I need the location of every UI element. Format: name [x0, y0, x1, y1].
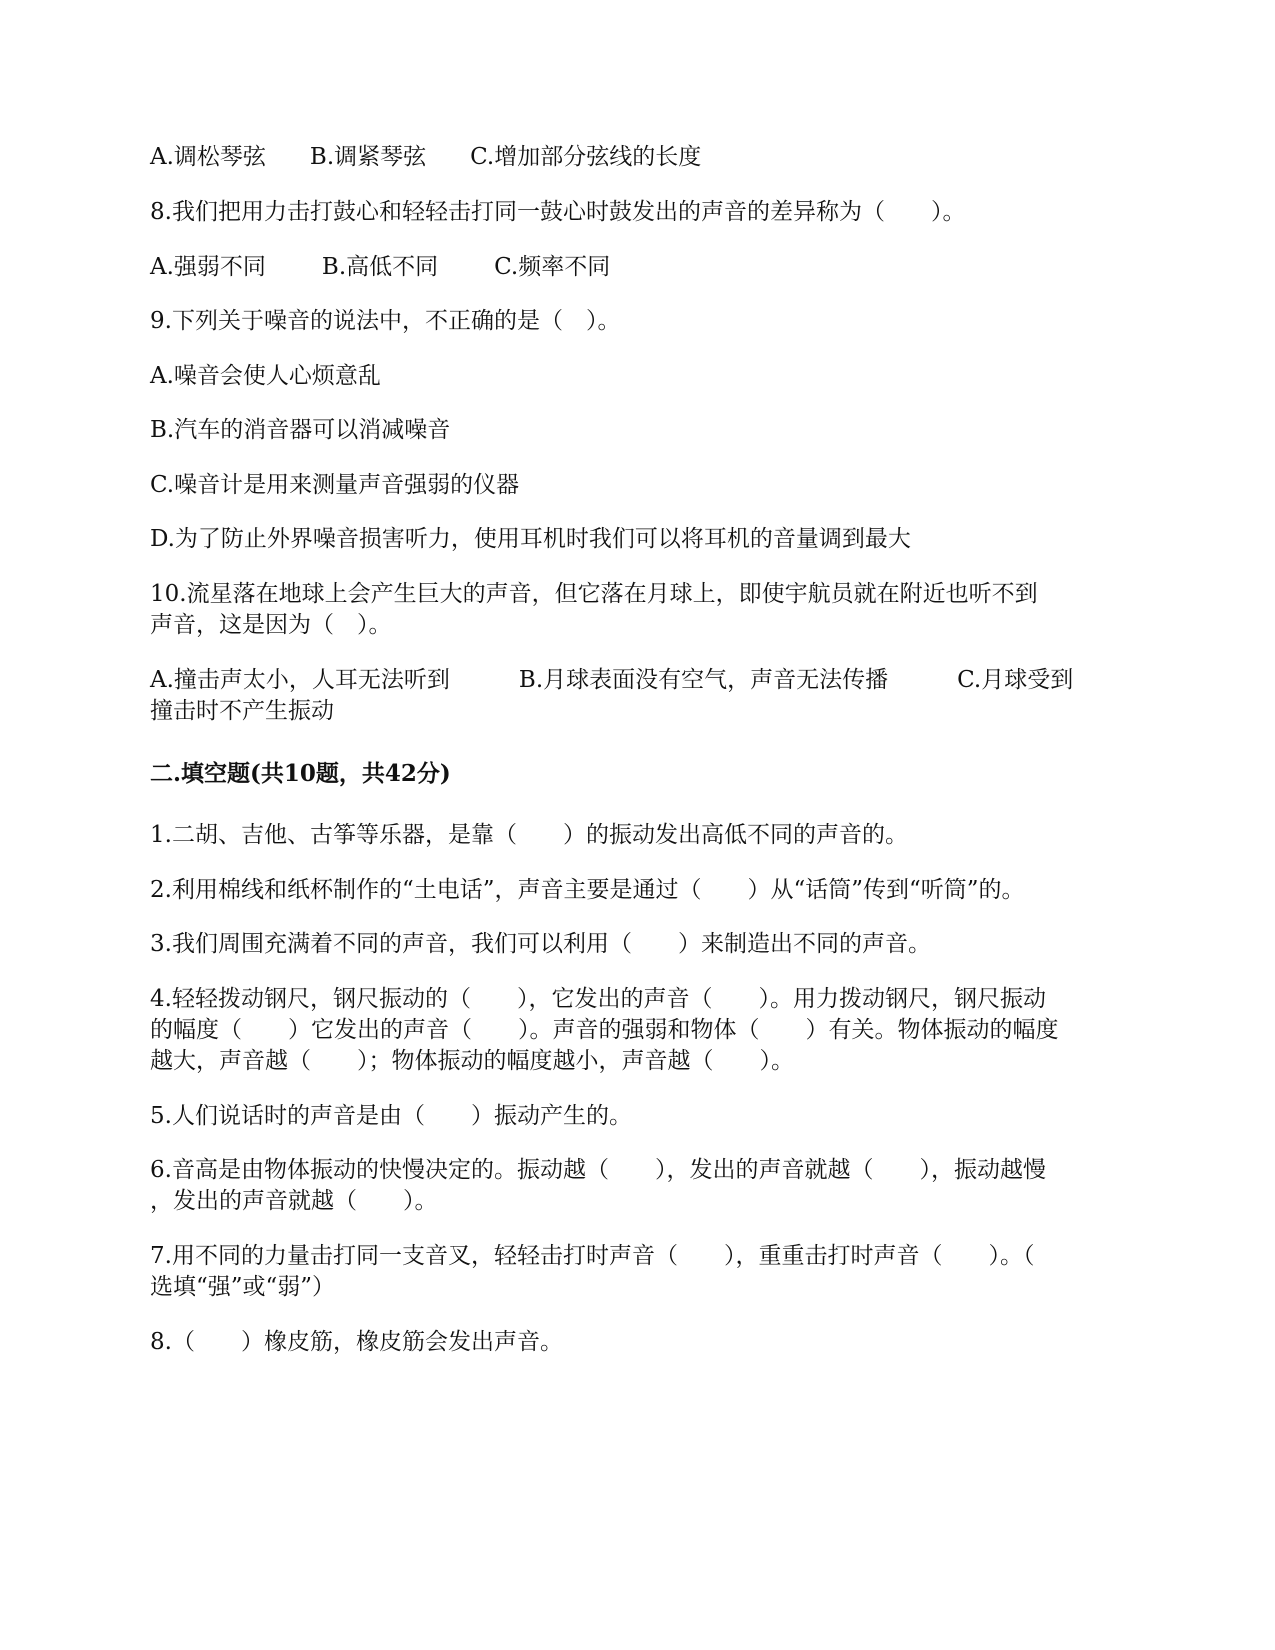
- q9-stem: 9.下列关于噪音的说法中，不正确的是（ ）。: [150, 308, 621, 334]
- q8-stem: 8.我们把用力击打鼓心和轻轻击打同一鼓心时鼓发出的声音的差异称为（ ）。: [150, 199, 966, 225]
- q8-options-row: [150, 252, 1120, 283]
- q9-option-d: D.为了防止外界噪音损害听力，使用耳机时我们可以将耳机的音量调到最大: [150, 526, 911, 552]
- q10-stem-line1: 10.流星落在地球上会产生巨大的声音，但它落在月球上，即使宇航员就在附近也听不到: [150, 581, 1038, 607]
- q9-option-a: A.噪音会使人心烦意乱: [150, 363, 381, 389]
- q7-option-b: B.调紧琴弦: [309, 144, 427, 170]
- q8-option-c: C.频率不同: [494, 254, 611, 280]
- q10-options-line2: 撞击时不产生振动: [150, 698, 334, 724]
- fill-question-4-line3: 越大，声音越（ ）；物体振动的幅度越小，声音越（ ）。: [150, 1048, 794, 1074]
- fill-question-4-line1: 4.轻轻拨动钢尺，钢尺振动的（ ），它发出的声音（ ）。用力拨动钢尺，钢尺振动: [150, 986, 1046, 1012]
- q7-option-a: A.调松琴弦: [150, 144, 266, 170]
- fill-question-8: 8.（ ）橡皮筋，橡皮筋会发出声音。: [150, 1329, 563, 1355]
- q9-option-c: C.噪音计是用来测量声音强弱的仪器: [150, 472, 520, 498]
- fill-question-5: 5.人们说话时的声音是由（ ）振动产生的。: [150, 1103, 632, 1129]
- q10-options-line1: A.撞击声太小，人耳无法听到 B.月球表面没有空气，声音无法传播 C.月球受到: [150, 667, 1074, 693]
- fill-question-3: 3.我们周围充满着不同的声音，我们可以利用（ ）来制造出不同的声音。: [150, 931, 931, 957]
- fill-question-7-line2: 选填“强”或“弱”）: [150, 1274, 336, 1300]
- section-heading: 二.填空题(共10题，共42分): [150, 760, 451, 787]
- fill-question-6-line2: ，发出的声音就越（ ）。: [150, 1188, 438, 1214]
- q7-option-c: C.增加部分弦线的长度: [470, 144, 702, 170]
- q8-option-b: B.高低不同: [321, 254, 439, 280]
- q9-option-b: B.汽车的消音器可以消减噪音: [150, 417, 451, 443]
- q7-options-row: [150, 142, 1120, 173]
- fill-question-4-line2: 的幅度（ ）它发出的声音（ ）。声音的强弱和物体（ ）有关。物体振动的幅度: [150, 1017, 1059, 1043]
- q10-stem-line2: 声音，这是因为（ ）。: [150, 612, 392, 638]
- q8-option-a: A.强弱不同: [150, 254, 266, 280]
- fill-question-2: 2.利用棉线和纸杯制作的“土电话”，声音主要是通过（ ）从“话筒”传到“听筒”的。: [150, 877, 1025, 903]
- fill-question-7-line1: 7.用不同的力量击打同一支音叉，轻轻击打时声音（ ），重重击打时声音（ ）。（: [150, 1243, 1035, 1269]
- fill-question-6-line1: 6.音高是由物体振动的快慢决定的。振动越（ ），发出的声音就越（ ），振动越慢: [150, 1157, 1046, 1183]
- fill-question-1: 1.二胡、吉他、古筝等乐器，是靠（ ）的振动发出高低不同的声音的。: [150, 822, 908, 848]
